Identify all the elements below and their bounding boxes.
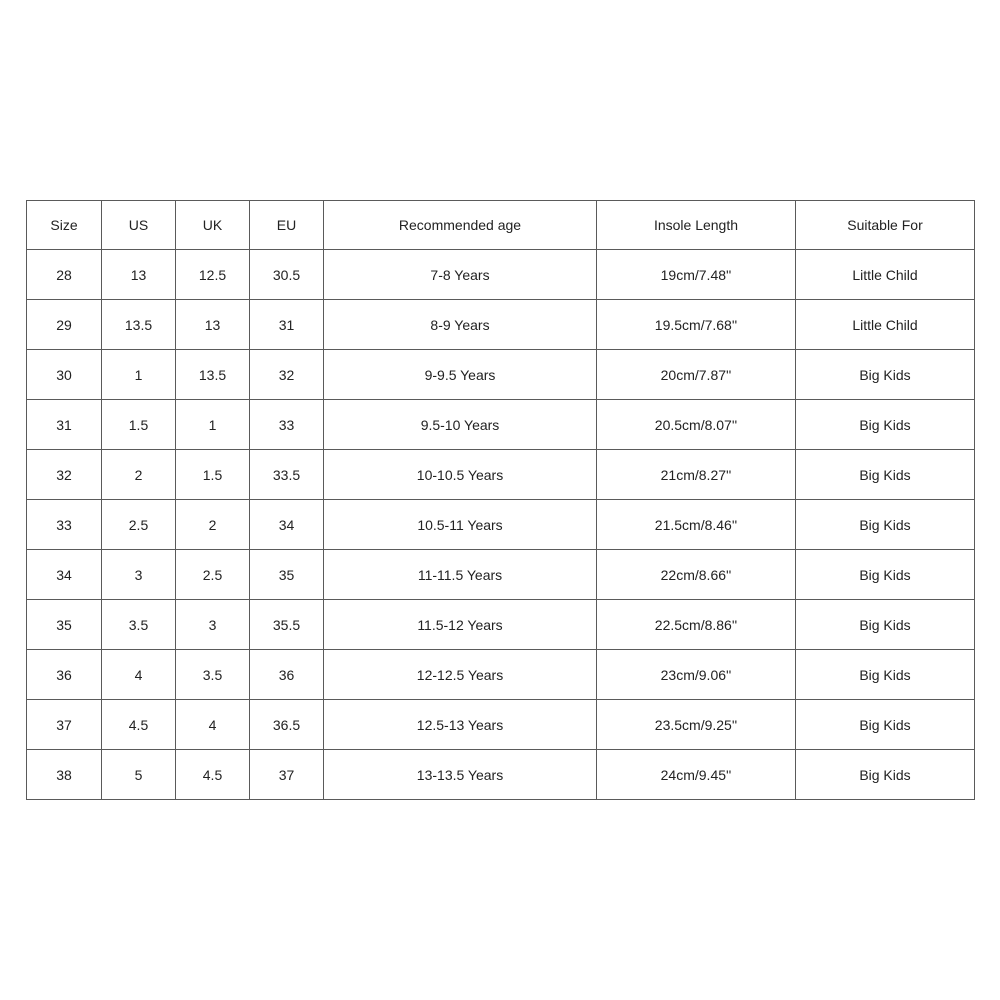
cell-uk: 12.5 (176, 250, 250, 300)
table-row (27, 650, 975, 700)
cell-us: 1 (102, 350, 176, 400)
header-insole-length: Insole Length (597, 201, 796, 250)
table-row (27, 550, 975, 600)
cell-insole-length: 20.5cm/8.07'' (597, 400, 796, 450)
cell-insole-length: 22cm/8.66'' (597, 550, 796, 600)
cell-insole-length: 21cm/8.27'' (597, 450, 796, 500)
cell-eu: 30.5 (250, 250, 324, 300)
cell-uk: 13.5 (176, 350, 250, 400)
cell-recommended-age: 8-9 Years (324, 300, 597, 350)
cell-size: 37 (27, 700, 102, 750)
cell-insole-length: 19.5cm/7.68'' (597, 300, 796, 350)
cell-size: 32 (27, 450, 102, 500)
cell-us: 5 (102, 750, 176, 800)
cell-insole-length: 19cm/7.48'' (597, 250, 796, 300)
cell-suitable-for: Big Kids (796, 450, 975, 500)
header-size: Size (27, 201, 102, 250)
cell-suitable-for: Big Kids (796, 650, 975, 700)
cell-suitable-for: Big Kids (796, 500, 975, 550)
cell-suitable-for: Little Child (796, 300, 975, 350)
cell-size: 38 (27, 750, 102, 800)
cell-uk: 1.5 (176, 450, 250, 500)
table-row (27, 500, 975, 550)
cell-eu: 36 (250, 650, 324, 700)
cell-suitable-for: Big Kids (796, 750, 975, 800)
cell-size: 35 (27, 600, 102, 650)
table-header (27, 201, 975, 250)
cell-suitable-for: Little Child (796, 250, 975, 300)
cell-recommended-age: 10.5-11 Years (324, 500, 597, 550)
cell-uk: 3 (176, 600, 250, 650)
cell-size: 30 (27, 350, 102, 400)
table-body (27, 250, 975, 800)
table-row (27, 450, 975, 500)
table-row (27, 600, 975, 650)
cell-suitable-for: Big Kids (796, 550, 975, 600)
table-row (27, 300, 975, 350)
cell-recommended-age: 13-13.5 Years (324, 750, 597, 800)
cell-us: 3.5 (102, 600, 176, 650)
cell-us: 2.5 (102, 500, 176, 550)
cell-size: 29 (27, 300, 102, 350)
cell-recommended-age: 10-10.5 Years (324, 450, 597, 500)
cell-recommended-age: 11-11.5 Years (324, 550, 597, 600)
cell-insole-length: 23.5cm/9.25'' (597, 700, 796, 750)
cell-insole-length: 23cm/9.06'' (597, 650, 796, 700)
cell-eu: 35 (250, 550, 324, 600)
cell-recommended-age: 9.5-10 Years (324, 400, 597, 450)
cell-us: 4 (102, 650, 176, 700)
header-eu: EU (250, 201, 324, 250)
table-row (27, 400, 975, 450)
header-us: US (102, 201, 176, 250)
cell-uk: 4.5 (176, 750, 250, 800)
size-chart-table (26, 200, 975, 800)
cell-uk: 2.5 (176, 550, 250, 600)
cell-uk: 2 (176, 500, 250, 550)
cell-eu: 32 (250, 350, 324, 400)
cell-uk: 13 (176, 300, 250, 350)
cell-suitable-for: Big Kids (796, 700, 975, 750)
cell-size: 31 (27, 400, 102, 450)
cell-eu: 36.5 (250, 700, 324, 750)
cell-size: 34 (27, 550, 102, 600)
cell-uk: 3.5 (176, 650, 250, 700)
cell-suitable-for: Big Kids (796, 400, 975, 450)
cell-recommended-age: 9-9.5 Years (324, 350, 597, 400)
cell-eu: 37 (250, 750, 324, 800)
table-row (27, 250, 975, 300)
cell-insole-length: 24cm/9.45'' (597, 750, 796, 800)
cell-us: 3 (102, 550, 176, 600)
cell-size: 28 (27, 250, 102, 300)
cell-recommended-age: 12.5-13 Years (324, 700, 597, 750)
cell-suitable-for: Big Kids (796, 350, 975, 400)
header-uk: UK (176, 201, 250, 250)
cell-us: 2 (102, 450, 176, 500)
cell-recommended-age: 7-8 Years (324, 250, 597, 300)
cell-us: 4.5 (102, 700, 176, 750)
cell-suitable-for: Big Kids (796, 600, 975, 650)
cell-uk: 1 (176, 400, 250, 450)
header-row (27, 201, 975, 250)
cell-recommended-age: 12-12.5 Years (324, 650, 597, 700)
header-suitable-for: Suitable For (796, 201, 975, 250)
cell-insole-length: 22.5cm/8.86'' (597, 600, 796, 650)
cell-us: 13.5 (102, 300, 176, 350)
cell-size: 33 (27, 500, 102, 550)
cell-us: 1.5 (102, 400, 176, 450)
cell-eu: 31 (250, 300, 324, 350)
cell-insole-length: 21.5cm/8.46'' (597, 500, 796, 550)
cell-eu: 33.5 (250, 450, 324, 500)
header-recommended-age: Recommended age (324, 201, 597, 250)
cell-recommended-age: 11.5-12 Years (324, 600, 597, 650)
cell-insole-length: 20cm/7.87'' (597, 350, 796, 400)
cell-eu: 34 (250, 500, 324, 550)
cell-eu: 33 (250, 400, 324, 450)
cell-size: 36 (27, 650, 102, 700)
cell-us: 13 (102, 250, 176, 300)
table-row (27, 350, 975, 400)
cell-eu: 35.5 (250, 600, 324, 650)
table-row (27, 700, 975, 750)
cell-uk: 4 (176, 700, 250, 750)
table-row (27, 750, 975, 800)
